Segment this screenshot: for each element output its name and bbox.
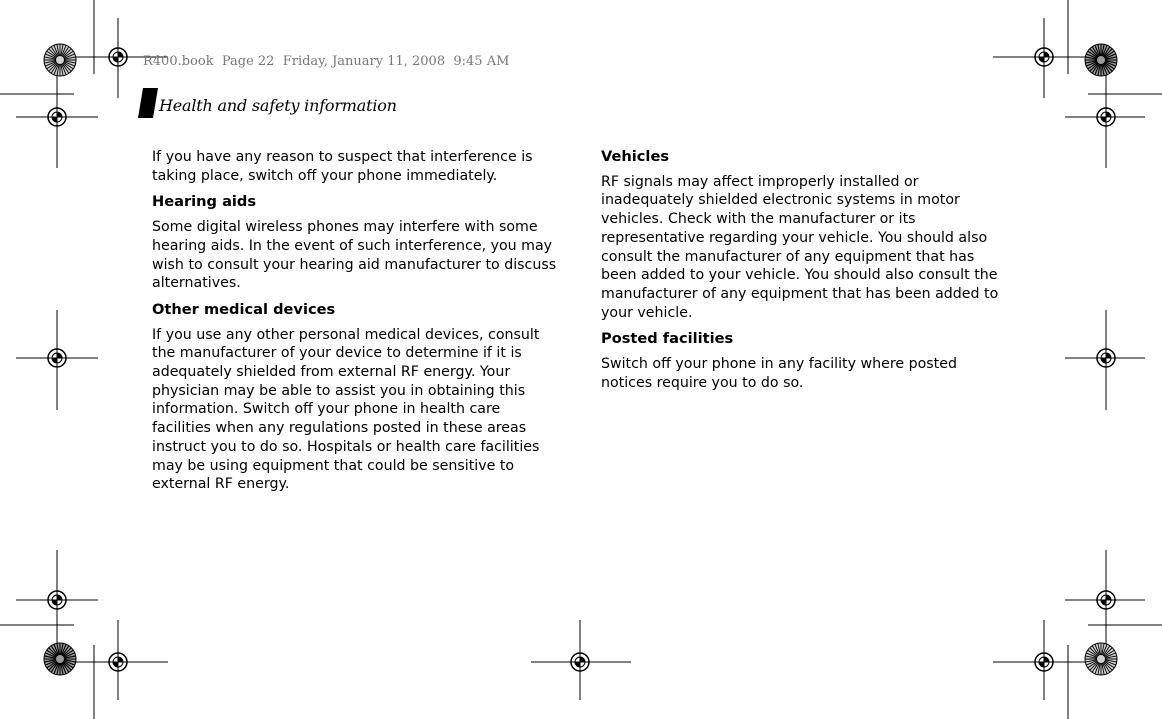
posted-facilities-heading: Posted facilities	[601, 330, 734, 348]
hearing-aids-body: Some digital wireless phones may interfere with some hearing aids. In the event of such interference, you may wish to consult your hearing aid manufacturer to discuss alternatives.	[152, 219, 557, 292]
other-medical-devices-heading: Other medical devices	[152, 300, 336, 318]
vehicles-heading: Vehicles	[601, 148, 670, 165]
other-medical-devices-body: If you use any other personal medical devices, consult the manufacturer of your device to determine if it is adequately shielded from external RF energy. Your physician may be able to assist you in obtaining this information. Switch off your phone in health care facilities when any regulations posted in these areas instruct you to do so. Hospitals or health care facilities may be using equipment that could be sensitive to external RF energy.	[152, 326, 540, 493]
right-column	[601, 148, 1009, 400]
intro-paragraph: If you have any reason to suspect that interference is taking place, switch off your phone immediately.	[152, 149, 533, 184]
hearing-aids-heading: Hearing aids	[152, 193, 257, 211]
vehicles-body: RF signals may affect improperly installed or inadequately shielded electronic systems in motor vehicles. Check with the manufacturer or its representative regarding your vehicle. You should also consult the manufacturer of any equipment that has been added to your vehicle. You should also consult the manufacturer of any equipment that has been added to your vehicle.	[601, 173, 999, 321]
title-tab-marker	[138, 88, 158, 118]
posted-facilities-body: Switch off your phone in any facility where posted notices require you to do so.	[601, 356, 957, 391]
left-column	[152, 148, 560, 502]
print-header: R400.book Page 22 Friday, January 11, 2008 9:45 AM	[143, 54, 510, 69]
section-title-text: Health and safety information	[159, 96, 397, 115]
